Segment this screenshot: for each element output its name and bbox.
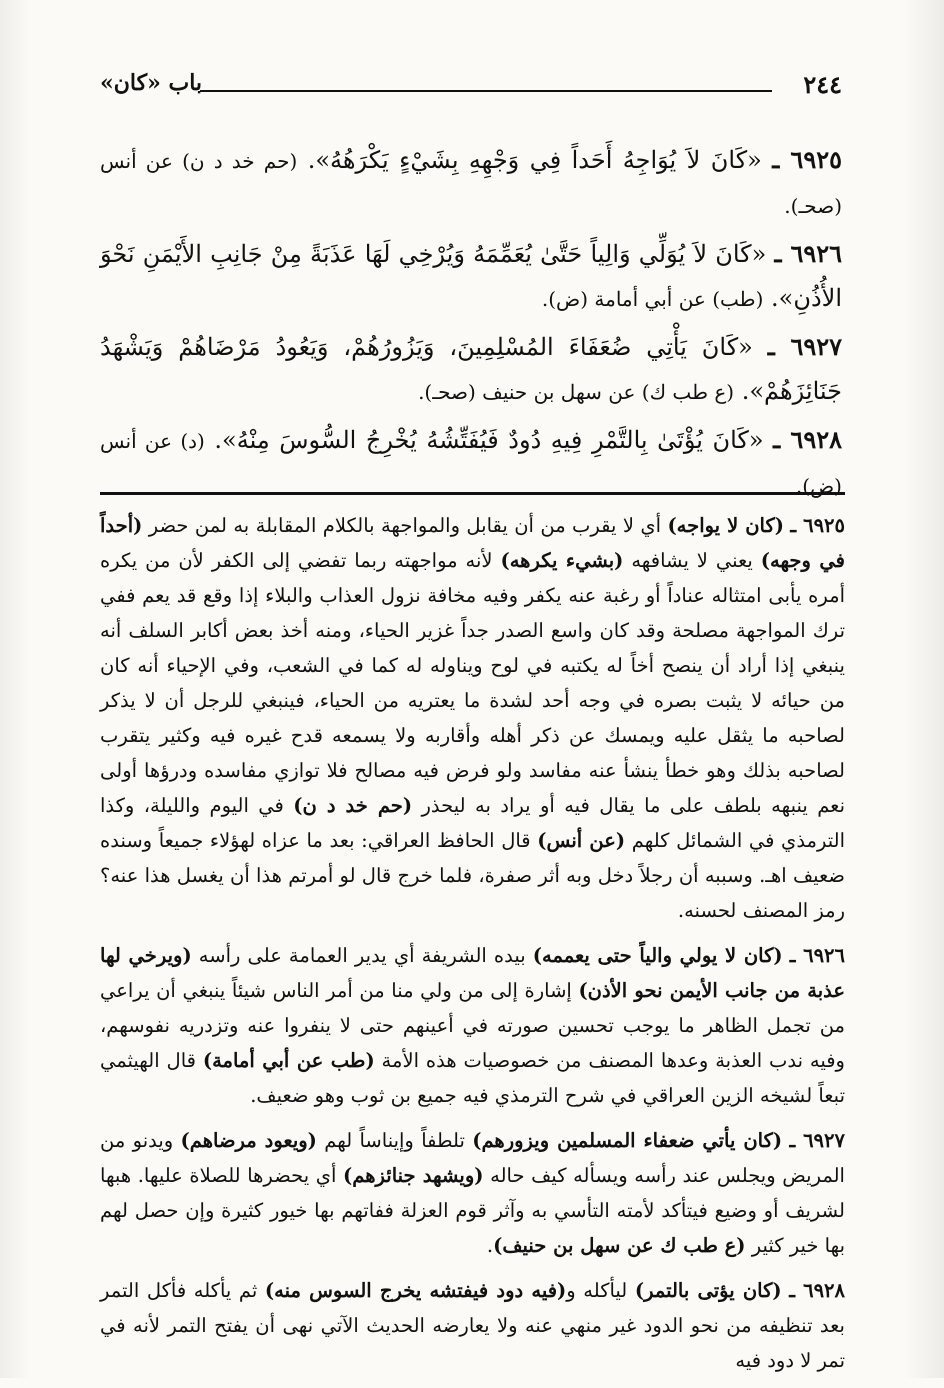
- page-edge-shadow-right: [904, 0, 944, 1378]
- commentary-text: .: [486, 1234, 494, 1257]
- commentary-quote: (حم خد د ن): [293, 794, 413, 817]
- page-edge-shadow-left: [0, 0, 30, 1378]
- commentary-paragraph: [100, 508, 845, 928]
- commentary-number: ٦٩٢٧ ـ: [789, 1129, 845, 1152]
- commentary-number: ٦٩٢٨ ـ: [789, 1279, 845, 1302]
- commentary-quote: (كان لا يواجه): [667, 514, 784, 537]
- commentary-paragraph: [100, 938, 845, 1113]
- commentary-text: ثم يأكله فأكل التمر بعد تنظيفه من نحو الدود غير منهي عنه ولا يعارضه الحديث الآتي نهى أن يفتح التمر لأنه في تمر لا دود فيه: [100, 1279, 845, 1372]
- running-header: [100, 70, 842, 110]
- commentary-quote: (عن أنس): [537, 829, 626, 852]
- commentary-quote: (ويشهد جنائزهم): [343, 1164, 484, 1187]
- commentary-quote: (كان يؤتى بالتمر): [634, 1279, 782, 1302]
- commentary-number: ٦٩٢٦ ـ: [789, 944, 845, 967]
- commentary-text: لأنه مواجهته ربما تفضي إلى الكفر لأن من يكره أمره يأبى امتثاله عناداً أو رغبة عنه يكفر وفيه مخافة نزول العذاب والبلاء إذا وقع قد يعم ففي ترك المواجهة مصلحة وقد كان واسع الصدر جداً غزير الحياء، ومنه أخذ بعض أكابر السلف أنه ينبغي إذا أراد أن ينصح أخاً له يكتبه في لوح ويناوله له كما في الشعب، وفي الإحياء أنه كان من حيائه لا يثبت بصره في وجه أحد لشدة ما يعتريه من الحياء، فينبغي للرجل أن لا يذكر لصاحبه ما يثقل عليه ويمسك عن ذكر أهله وأقاربه ولا يسمعه قدح غيره فيه وكثير يتقرب لصاحبه بذلك وهو خطأ ينشأ عنه مفاسد ولو فرض فيه مصالح فلا توازي مفاسده ودرؤها أولى نعم ينبهه بلطف على ما يقال فيه أو يراد به ليحذر: [100, 549, 846, 817]
- commentary-text: أي يحضرها للصلاة عليها. هبها لشريف أو وضيع فيتأكد لأمته التأسي به وآثر قوم العزلة ففاتهم بها خيور كثيرة وإن حصل لهم بها خير كثير: [100, 1164, 845, 1257]
- commentary-number: ٦٩٢٥ ـ: [790, 514, 845, 537]
- footnote-separator: [100, 492, 845, 495]
- commentary-text: في اليوم والليلة، وكذا الترمذي في الشمائل كلهم: [100, 794, 845, 852]
- hadith-text: «كَانَ لاَ يُوَاجِهُ أَحَداً فِي وَجْهِهِ بِشَيْءٍ يَكْرَهُهُ».: [307, 146, 762, 174]
- commentary-text: بيده الشريفة أي يدير العمامة على رأسه: [191, 944, 533, 967]
- commentary-text: إشارة إلى من ولي منا من أمر الناس شيئاً ينبغي أن يراعي من تجمل الظاهر ما يوجب تحسين صورته في أعينهم حتى لا ينفروا عنه وتزدريه نفوسهم، وفيه ندب العذبة وعدها المصنف من خصوصيات هذه الأمة: [100, 979, 845, 1072]
- commentary-quote: (كان لا يولي والياً حتى يعممه): [532, 944, 783, 967]
- hadith-entry: [100, 232, 842, 321]
- commentary-quote: (فيه دود فيفتشه يخرج السوس منه): [264, 1279, 567, 1302]
- commentary-text: أي لا يقرب من أن يقابل والمواجهة بالكلام المقابلة به لمن حضر: [142, 514, 668, 537]
- commentary-quote: (ويرخي لها عذبة من جانب الأيمن نحو الأذن): [100, 944, 845, 1002]
- commentary-quote: (كان يأتي ضعفاء المسلمين ويزورهم): [472, 1129, 783, 1152]
- commentary-quote: (طب عن أبي أمامة): [202, 1049, 375, 1072]
- hadith-text: «كَانَ يُؤْتَىٰ بِالتَّمْرِ فِيهِ دُودٌ فَيُفَتِّشُهُ يُخْرِجُ السُّوسَ مِنْهُ».: [214, 426, 764, 454]
- commentary-text: ليأكله و: [566, 1279, 635, 1302]
- hadith-source: (حم خد د ن) عن أنس (صحـ).: [100, 149, 842, 218]
- commentary-text: يعني لا يشافهه: [623, 549, 761, 572]
- hadith-source: (ع طب ك) عن سهل بن حنيف (صحـ).: [418, 380, 735, 404]
- chapter-title: باب «كان»: [100, 70, 203, 96]
- commentary-paragraph: [100, 1273, 845, 1378]
- hadith-number: ٦٩٢٦ ـ: [774, 239, 842, 268]
- hadith-entry: [100, 138, 842, 228]
- page-number: ٢٤٤: [803, 70, 842, 99]
- hadith-text: «كَانَ لاَ يُوَلِّي وَالِياً حَتَّىٰ يُعَمِّمَهُ وَيُرْخِي لَهَا عَذَبَةً مِنْ جَانِبِ الأَيْمَنِ نَحْوَ الأُذُنِ».: [100, 240, 842, 312]
- commentary-text: قال الحافظ العراقي: بعد ما عزاه لهؤلاء جميعاً وسنده ضعيف اهـ. وسببه أن رجلاً دخل وبه أثر صفرة، فلما خرج قال لو أمرتم هذا أن يغسل هذا عنه؟ رمز المصنف لحسنه.: [100, 829, 845, 922]
- hadith-text: «كَانَ يَأْتِي ضُعَفَاءَ المُسْلِمِينَ، وَيَزُورُهُمْ، وَيَعُودُ مَرْضَاهُمْ وَيَشْهَدُ جَنَائِزَهُمْ».: [100, 333, 842, 405]
- commentary-text: قال الهيثمي تبعاً لشيخه الزين العراقي في شرح الترمذي فيه جميع بن ثوب وهو ضعيف.: [100, 1049, 845, 1107]
- hadith-source: (طب) عن أبي أمامة (ض).: [541, 287, 764, 311]
- hadith-number: ٦٩٢٧ ـ: [767, 332, 842, 361]
- commentary-quote: (بشيء يكرهه): [500, 549, 624, 572]
- commentary-paragraph: [100, 1123, 845, 1263]
- commentary-quote: (ويعود مرضاهم): [180, 1129, 317, 1152]
- hadith-text-section: [100, 138, 842, 512]
- hadith-entry: [100, 325, 842, 414]
- commentary-quote: (ع طب ك عن سهل بن حنيف): [493, 1234, 746, 1257]
- commentary-text: تلطفاً وإيناساً لهم: [316, 1129, 473, 1152]
- commentary-section: [100, 508, 845, 1388]
- hadith-number: ٦٩٢٨ ـ: [773, 425, 842, 454]
- header-rule: [200, 90, 772, 92]
- commentary-quote: (أحداً في وجهه): [100, 514, 846, 572]
- commentary-text: ويدنو من المريض ويجلس عند رأسه ويسأله كيف حاله: [100, 1129, 845, 1187]
- hadith-number: ٦٩٢٥ ـ: [772, 145, 842, 174]
- hadith-source: (د) عن أنس (ض).: [100, 429, 842, 498]
